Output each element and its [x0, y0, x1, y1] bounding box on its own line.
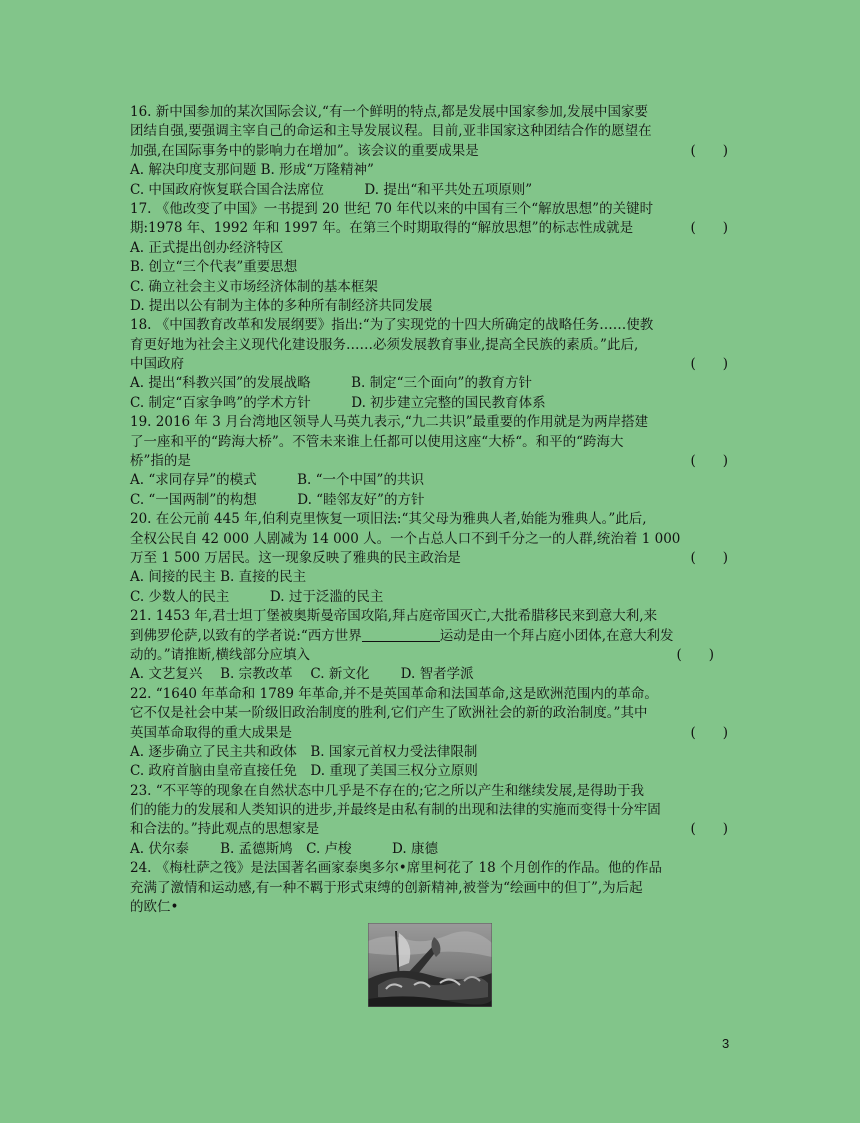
q21-stem-tail: 运动是由一个拜占庭小团体,在意大利发: [439, 627, 674, 644]
q18-options-cd: C. 制定“百家争鸣”的学术方针 D. 初步建立完整的国民教育体系: [130, 394, 546, 411]
q17-option-c: C. 确立社会主义市场经济体制的基本框架: [130, 278, 378, 295]
q19-answer-paren: ( ): [690, 453, 728, 470]
q21-stem-part: 到佛罗伦萨,以致有的学者说:“西方世界: [130, 627, 362, 644]
q17-option-a: A. 正式提出创办经济特区: [130, 239, 284, 256]
q17-stem-end: 期:1978 年、1992 年和 1997 年。在第三个时期取得的“解放思想”的标志性成就是: [130, 220, 634, 237]
q23-stem-end: 和合法的。”持此观点的思想家是: [130, 821, 320, 838]
q21-line-1: 21. 1453 年,君士坦丁堡被奥斯曼帝国攻陷,拜占庭帝国灭亡,大批希腊移民来到意大利,来: [130, 608, 658, 625]
q17-line-1: 17. 《他改变了中国》一书提到 20 世纪 70 年代以来的中国有三个“解放思想”的关键时: [130, 200, 654, 217]
q20-line-1: 20. 在公元前 445 年,伯利克里恢复一项旧法:“其父母为雅典人者,始能为雅典人。”此后,: [130, 511, 647, 528]
q19-line-1: 19. 2016 年 3 月台湾地区领导人马英九表示,“九二共识”最重要的作用就是为两岸搭建: [130, 414, 649, 431]
q18-options-ab: A. 提出“科教兴国”的发展战略 B. 制定“三个面向”的教育方针: [130, 375, 532, 392]
q23-options: A. 伏尔泰 B. 孟德斯鸠 C. 卢梭 D. 康德: [130, 840, 438, 857]
q18-stem-end: 中国政府: [130, 356, 184, 373]
q16-stem-end: 加强,在国际事务中的影响力在增加”。该会议的重要成果是: [130, 142, 479, 159]
q16-answer-paren: ( ): [690, 142, 728, 159]
q24-line-2: 充满了激情和运动感,有一种不羁于形式束缚的创新精神,被誉为“绘画中的但丁”,为后起: [130, 879, 643, 896]
q24-line-1: 24. 《梅杜萨之筏》是法国著名画家泰奥多尔•席里柯花了 18 个月创作的作品。他的作品: [130, 860, 662, 877]
q24-line-3: 的欧仁•: [130, 899, 179, 916]
q22-options-cd: C. 政府首脑由皇帝直接任免 D. 重现了美国三权分立原则: [130, 763, 478, 780]
q22-line-2: 它不仅是社会中某一阶级旧政治制度的胜利,它们产生了欧洲社会的新的政治制度。”其中: [130, 705, 648, 722]
painting-icon: [368, 923, 492, 1007]
q19-options-ab: A. “求同存异”的模式 B. “一个中国”的共识: [130, 472, 424, 489]
q20-stem-end: 万至 1 500 万居民。这一现象反映了雅典的民主政治是: [130, 549, 461, 566]
q18-answer-paren: ( ): [690, 356, 728, 373]
q16-line-2: 团结自强,要强调主宰自己的命运和主导发展议程。目前,亚非国家这种团结合作的愿望在: [130, 123, 652, 140]
q16-options-cd: C. 中国政府恢复联合国合法席位 D. 提出“和平共处五项原则”: [130, 181, 533, 198]
q21-options: A. 文艺复兴 B. 宗教改革 C. 新文化 D. 智者学派: [130, 666, 474, 683]
q23-line-2: 们的能力的发展和人类知识的进步,并最终是由私有制的出现和法律的实施而变得十分牢固: [130, 802, 661, 819]
q22-line-3: [130, 724, 730, 743]
page-number: 3: [722, 1036, 730, 1051]
question-list: [130, 103, 730, 917]
q22-line-1: 22. “1640 年革命和 1789 年革命,并不是英国革命和法国革命,这是欧洲范围内的革命。: [130, 685, 658, 702]
q16-options-ab: A. 解决印度支那问题 B. 形成“万隆精神”: [130, 162, 374, 179]
q23-answer-paren: ( ): [690, 821, 728, 838]
q20-line-2: 全权公民自 42 000 人剧减为 14 000 人。一个占总人口不到千分之一的人群,统治着 1 000: [130, 530, 681, 547]
q16-line-3: [130, 142, 730, 161]
q19-stem-end: 桥”指的是: [130, 453, 191, 470]
q19-options-cd: C. “一国两制”的构想 D. “睦邻友好”的方针: [130, 491, 425, 508]
q23-line-1: 23. “不平等的现象在自然状态中几乎是不存在的;它之所以产生和继续发展,是得助于我: [130, 782, 645, 799]
q23-line-3: [130, 820, 730, 839]
q22-stem-end: 英国革命取得的重大成果是: [130, 724, 292, 741]
q21-line-2: [130, 627, 730, 646]
q20-answer-paren: ( ): [690, 549, 728, 566]
q18-line-1: 18. 《中国教育改革和发展纲要》指出:“为了实现党的十四大所确定的战略任务……使教: [130, 317, 654, 334]
q17-answer-paren: ( ): [690, 220, 728, 237]
fill-in-blank: [362, 627, 440, 642]
q20-options-ab: A. 间接的民主 B. 直接的民主: [130, 569, 307, 586]
q22-options-ab: A. 逐步确立了民主共和政体 B. 国家元首权力受法律限制: [130, 743, 478, 760]
q17-line-2: [130, 219, 730, 238]
q21-answer-paren: ( ): [676, 646, 714, 663]
q22-answer-paren: ( ): [690, 724, 728, 741]
q16-line-1: 16. 新中国参加的某次国际会议,“有一个鲜明的特点,都是发展中国家参加,发展中国家要: [130, 104, 649, 120]
q21-line-3: [130, 646, 730, 665]
q21-stem-end: 动的。”请推断,横线部分应填入: [130, 646, 310, 663]
q18-line-3: [130, 355, 730, 374]
q19-line-2: 了一座和平的“跨海大桥”。不管未来谁上任都可以使用这座“大桥“。和平的“跨海大: [130, 433, 624, 450]
q17-option-b: B. 创立“三个代表”重要思想: [130, 259, 298, 276]
q17-option-d: D. 提出以公有制为主体的多种所有制经济共同发展: [130, 297, 433, 314]
q20-options-cd: C. 少数人的民主 D. 过于泛滥的民主: [130, 588, 384, 605]
q20-line-3: [130, 549, 730, 568]
q18-line-2: 育更好地为社会主义现代化建设服务……必须发展教育事业,提高全民族的素质。”此后,: [130, 336, 639, 353]
q19-line-3: [130, 452, 730, 471]
